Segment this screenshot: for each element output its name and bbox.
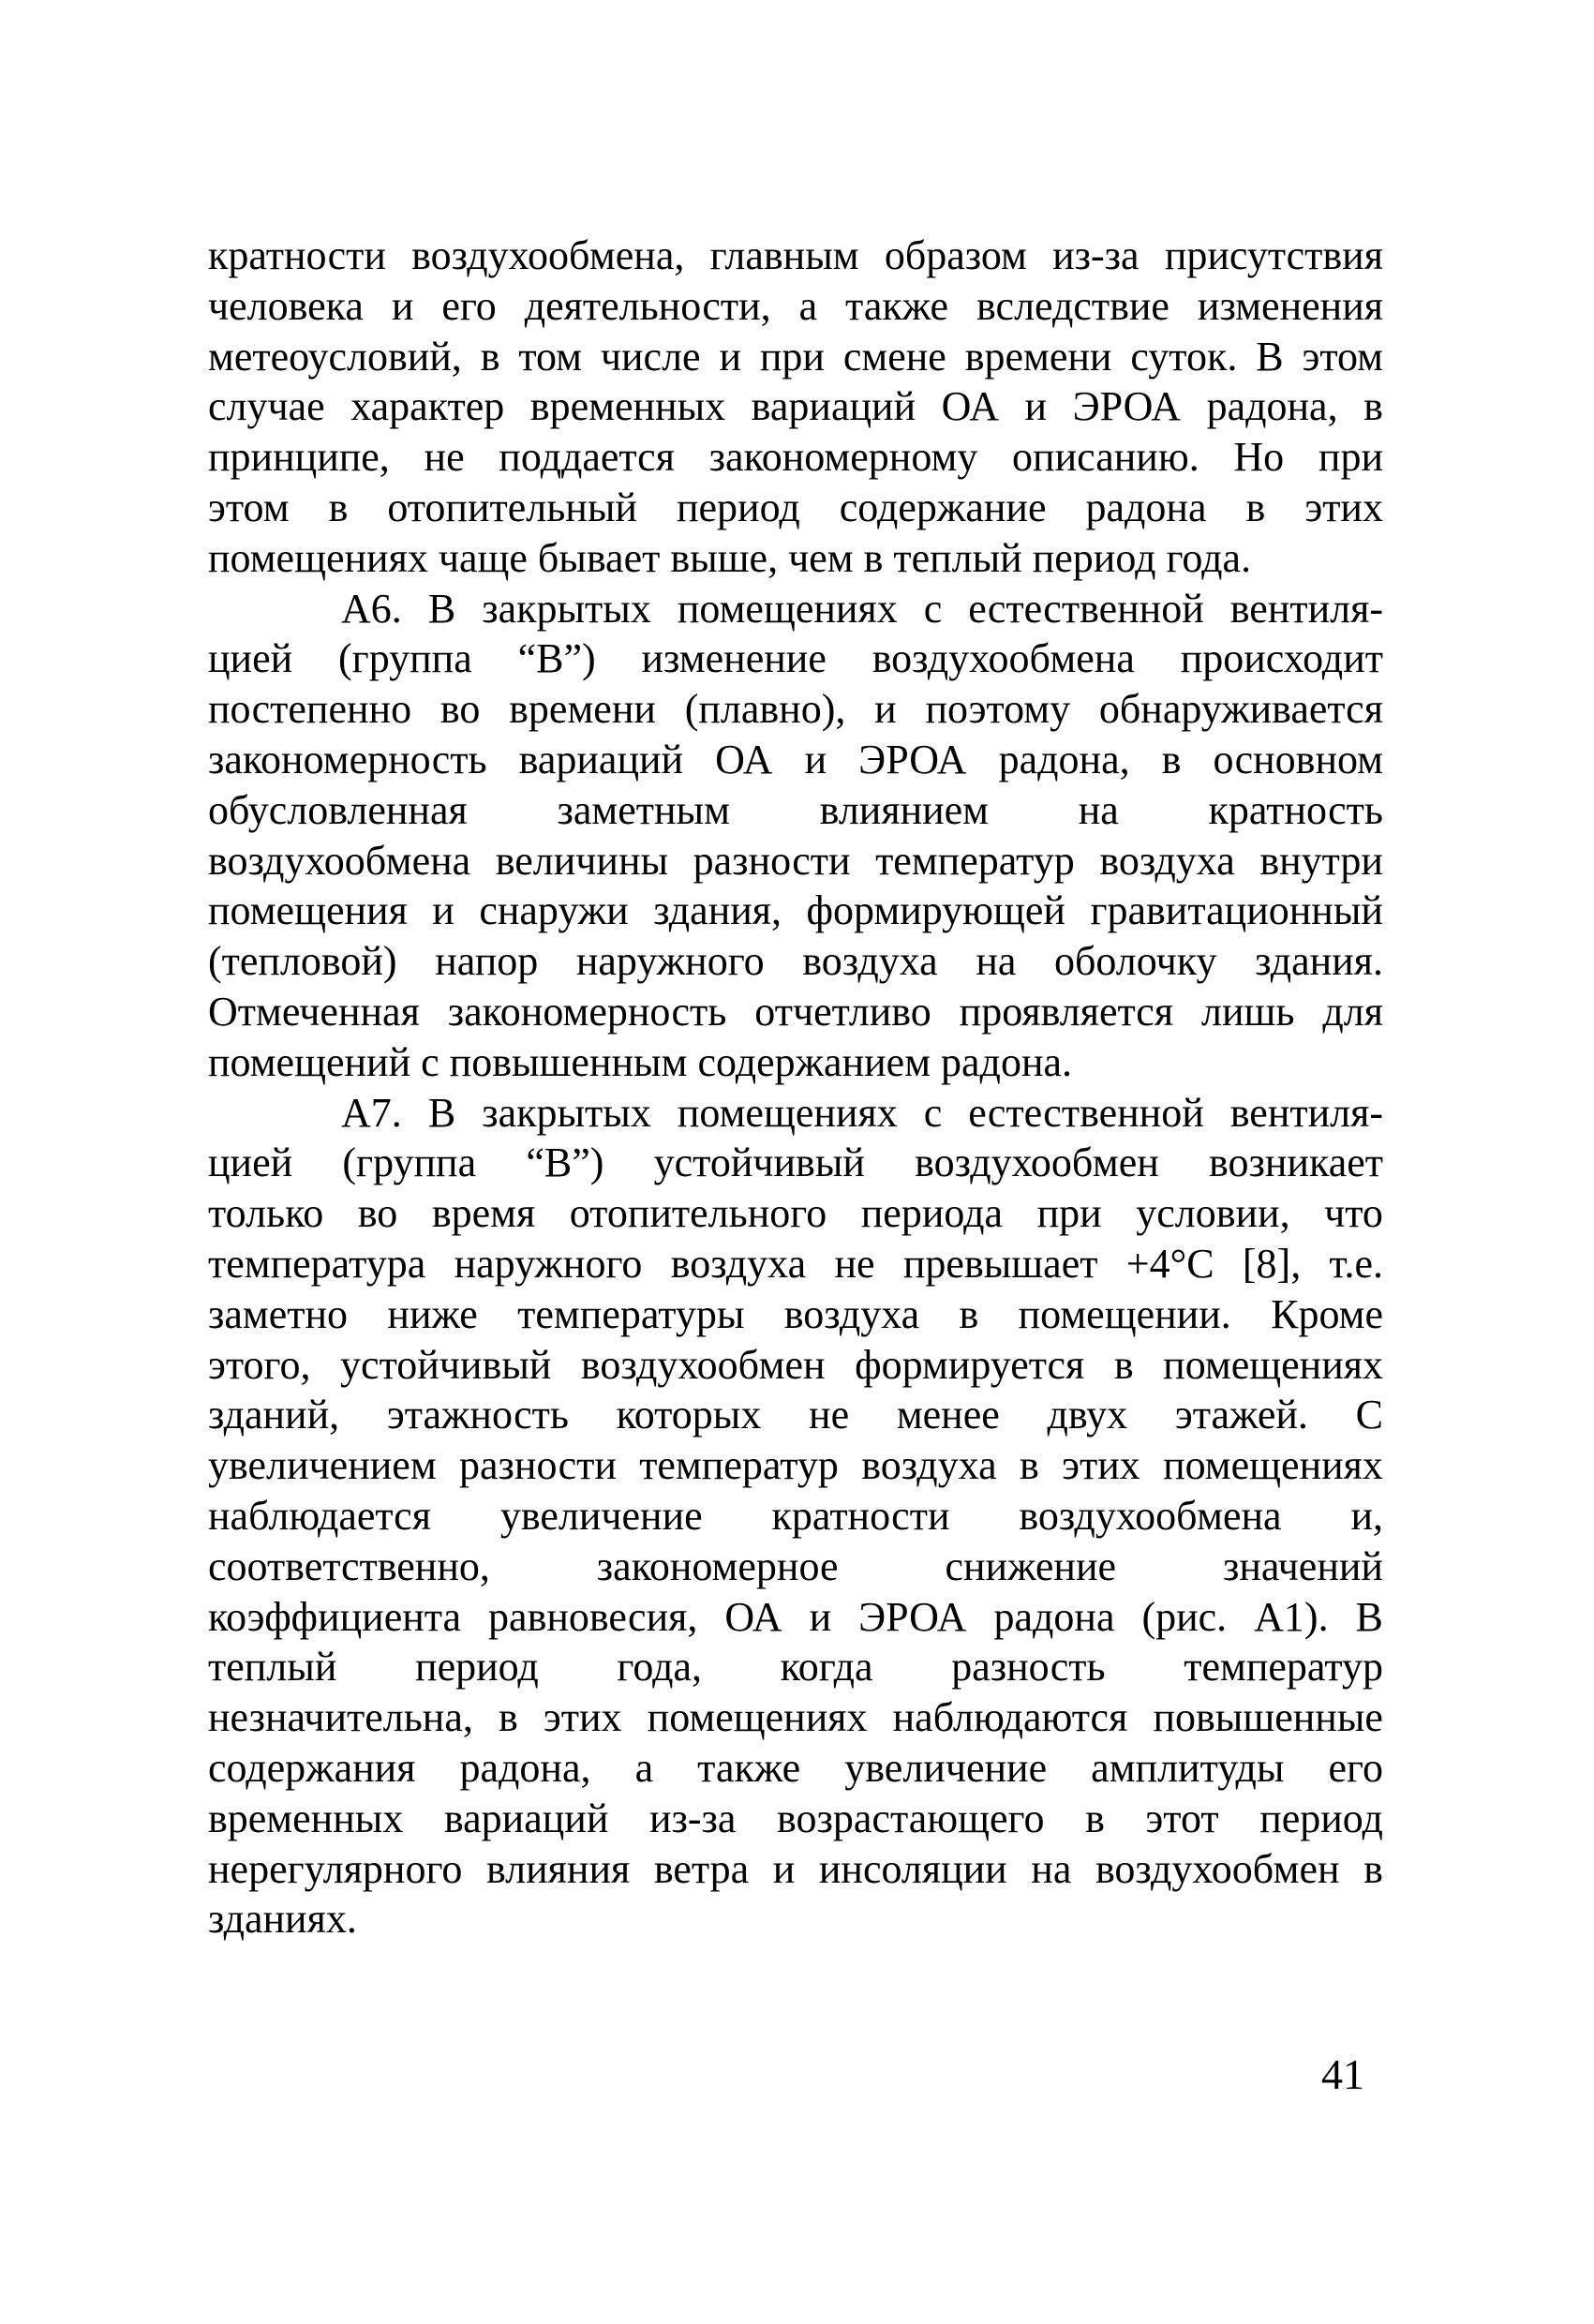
text-word: значений [1222, 1542, 1383, 1589]
text-word: происходит [1180, 635, 1383, 682]
text-line [208, 987, 1383, 1037]
text-word: температур [639, 1442, 839, 1489]
text-line [208, 1340, 1383, 1391]
text-word: устойчивый [340, 1341, 552, 1388]
text-word: напор [435, 938, 539, 985]
text-word: в [1245, 484, 1266, 530]
text-word: В [427, 1089, 456, 1136]
text-word: этого, [208, 1341, 311, 1388]
text-word: помещения [208, 887, 408, 934]
text-word: а [798, 282, 818, 329]
text-line [208, 1138, 1383, 1188]
text-word: времени [509, 686, 656, 733]
text-word: величины [495, 837, 669, 884]
text-word: двух [1047, 1392, 1128, 1438]
text-word: ниже [387, 1290, 478, 1337]
text-word: +4°С [1125, 1240, 1214, 1287]
text-word: (группа [342, 1140, 477, 1186]
text-word: на [976, 938, 1017, 985]
text-word: теплый [208, 1644, 337, 1691]
text-word: также [697, 1744, 801, 1791]
text-word: равновесия, [488, 1593, 698, 1640]
text-word: в [1019, 1442, 1039, 1489]
text-word: увеличением [208, 1442, 437, 1489]
text-word: этих [1062, 1442, 1140, 1489]
text-word: и [432, 887, 454, 934]
text-word: суток. [1130, 333, 1238, 380]
text-word: формируется [855, 1341, 1085, 1388]
text-word: изменения [1197, 282, 1383, 329]
text-word: время [431, 1190, 536, 1237]
text-word: заметно [208, 1290, 349, 1337]
text-word: закономерность [208, 736, 487, 782]
text-line [208, 836, 1383, 886]
text-word: вариаций [751, 383, 916, 430]
text-word: этажность [386, 1392, 569, 1438]
text-word: условии, [1136, 1190, 1290, 1237]
text-word: помещениях [677, 1089, 898, 1136]
text-word: когда [780, 1644, 873, 1691]
text-word: период [415, 1644, 539, 1691]
text-word: также [845, 282, 949, 329]
text-word: разность [951, 1644, 1106, 1691]
text-word: и [874, 686, 897, 733]
text-word: в [1113, 1341, 1134, 1388]
text-word: наблюдаются [892, 1694, 1128, 1741]
text-word: закономерному [708, 434, 978, 481]
text-word: радона [1085, 484, 1207, 530]
text-word: в [1161, 736, 1182, 782]
text-word: воздухообмена, [411, 232, 685, 278]
text-word: этажей. [1174, 1392, 1308, 1438]
text-line [208, 231, 1383, 281]
text-word: кратности [771, 1492, 950, 1539]
text-line [208, 1794, 1383, 1844]
text-word: “В”) [517, 635, 596, 682]
text-word: из-за [648, 1795, 737, 1841]
text-word: времени [964, 333, 1112, 380]
text-word: менее [896, 1392, 1000, 1438]
text-word: содержания [208, 1744, 416, 1791]
text-word: не [424, 434, 465, 481]
text-line [208, 432, 1383, 483]
text-word: в [480, 333, 500, 380]
text-line [208, 1289, 1383, 1340]
text-line: помещениях чаще бывает выше, чем в теплый период года. [208, 534, 1252, 581]
text-word: в [1085, 1795, 1105, 1841]
text-word: этих [543, 1694, 622, 1741]
text-word: т.е. [1329, 1240, 1383, 1287]
text-word: и [719, 333, 741, 380]
text-line [208, 381, 1383, 432]
text-word: зданий, [208, 1392, 340, 1438]
text-word: в [959, 1290, 979, 1337]
text-line [208, 1440, 1383, 1491]
text-word: из-за [1052, 232, 1140, 278]
text-word: инсоляции [818, 1845, 1007, 1892]
text-word: этот [1145, 1795, 1219, 1841]
text-word: радона, [998, 736, 1130, 782]
text-word: естественной [968, 1089, 1204, 1136]
text-line: зданиях. [208, 1896, 357, 1943]
text-word: (группа [338, 635, 472, 682]
text-word: помещениях [1163, 1341, 1383, 1388]
text-word: при [759, 333, 825, 380]
text-line [208, 1390, 1383, 1440]
page-number: 41 [1321, 2050, 1364, 2098]
text-word: этом [208, 484, 290, 530]
text-word: снижение [945, 1542, 1117, 1589]
text-word: воздуха [1099, 837, 1235, 884]
text-word: его [441, 282, 497, 329]
text-word: ОА [715, 736, 773, 782]
text-word: здания, [653, 887, 782, 934]
text-word: воздухообмена [871, 635, 1135, 682]
text-line [208, 483, 1383, 533]
text-word: при [1318, 434, 1383, 481]
text-word: этих [1304, 484, 1383, 530]
text-word: содержание [839, 484, 1047, 530]
text-word: здания. [1255, 938, 1383, 985]
text-word: этом [1302, 333, 1383, 380]
text-word: помещениях [647, 1694, 868, 1741]
text-word: вариаций [518, 736, 684, 782]
text-word: наблюдается [208, 1492, 431, 1539]
text-word: возникает [1209, 1140, 1383, 1186]
text-word: нерегулярного [208, 1845, 463, 1892]
text-word: радона, [459, 1744, 591, 1791]
text-word: что [1324, 1190, 1383, 1237]
text-word: не [809, 1392, 850, 1438]
text-word: В [427, 585, 456, 632]
text-word: температур [875, 837, 1075, 884]
text-word: период [676, 484, 800, 530]
text-word: радона [993, 1593, 1115, 1640]
text-word: не [834, 1240, 875, 1287]
text-word: и, [1350, 1492, 1383, 1539]
text-word: поддается [499, 434, 675, 481]
text-word: увеличение [499, 1492, 703, 1539]
text-word: оболочку [1054, 938, 1217, 985]
text-word: кратности [208, 232, 386, 278]
text-word: для [1322, 988, 1383, 1035]
text-word: воздухообмена [208, 837, 471, 884]
text-word: основном [1213, 736, 1383, 782]
text-word: закономерное [596, 1542, 839, 1589]
text-line [208, 936, 1383, 987]
text-word: изменение [641, 635, 827, 682]
text-word: на [1078, 786, 1119, 833]
text-word: вентиля- [1229, 1089, 1383, 1136]
text-word: метеоусловий, [208, 333, 462, 380]
text-word: температур [1184, 1644, 1383, 1691]
text-word: его [1328, 1744, 1383, 1791]
text-word: увеличение [844, 1744, 1048, 1791]
text-word: которых [616, 1392, 762, 1438]
text-word: числе [600, 333, 701, 380]
text-word: цией [208, 635, 293, 682]
text-word: вариаций [443, 1795, 609, 1841]
text-word: вследствие [976, 282, 1169, 329]
text-word: (рис. [1141, 1593, 1228, 1640]
text-word: человека [208, 282, 364, 329]
text-word: обусловленная [208, 786, 468, 833]
body-text [208, 231, 1383, 1944]
text-word: года, [617, 1644, 703, 1691]
text-word: помещениях [1163, 1442, 1383, 1489]
text-word: отопительного [569, 1190, 827, 1237]
text-line [208, 735, 1383, 785]
text-word: случае [208, 383, 325, 430]
text-word: закрытых [482, 585, 651, 632]
text-word: главным [709, 232, 859, 278]
text-word: разности [459, 1442, 617, 1489]
text-line [208, 1692, 1383, 1743]
text-word: температуры [517, 1290, 745, 1337]
text-word: присутствия [1164, 232, 1383, 278]
text-word: в [328, 484, 349, 530]
text-word: снаружи [479, 887, 629, 934]
text-word: повышенные [1153, 1694, 1383, 1741]
text-word: [8], [1242, 1240, 1302, 1287]
text-line [208, 1642, 1383, 1692]
text-word: во [439, 686, 481, 733]
text-word: ОА [724, 1593, 782, 1640]
text-word: превышает [902, 1240, 1098, 1287]
text-word: воздуха [670, 1240, 807, 1287]
text-line [208, 1188, 1383, 1239]
text-word: возрастающего [777, 1795, 1045, 1841]
text-word: незначительна, [208, 1694, 473, 1741]
text-word: постепенно [208, 686, 412, 733]
text-word: обнаруживается [1098, 686, 1383, 733]
text-line [208, 584, 1383, 634]
text-word: в [498, 1694, 518, 1741]
text-word: временных [529, 383, 726, 430]
text-word: устойчивый [653, 1140, 865, 1186]
text-word: “В”) [526, 1140, 604, 1186]
text-word: наружного [454, 1240, 643, 1287]
text-line [208, 633, 1383, 684]
text-word: влияния [485, 1845, 631, 1892]
text-word: поэтому [925, 686, 1071, 733]
text-word: и [1024, 383, 1048, 430]
text-word: ОА [941, 383, 1000, 430]
text-line [208, 684, 1383, 735]
text-line [208, 1743, 1383, 1794]
text-word: в [1363, 383, 1383, 430]
text-word: характер [350, 383, 505, 430]
text-line [208, 1542, 1383, 1592]
text-word: и [772, 1845, 796, 1892]
text-word: внутри [1259, 837, 1383, 884]
text-line [208, 1491, 1383, 1542]
text-word: кратность [1208, 786, 1383, 833]
text-line [208, 1592, 1383, 1643]
text-word: воздуха [802, 938, 938, 985]
text-word: помещениях [677, 585, 898, 632]
text-word: естественной [968, 585, 1204, 632]
text-word: в [1363, 1845, 1383, 1892]
text-word: воздухообмена [1019, 1492, 1282, 1539]
text-word: гравитационный [1090, 887, 1383, 934]
text-word: радона, [1206, 383, 1338, 430]
text-word: лишь [1201, 988, 1295, 1035]
text-line: помещений с повышенным содержанием радона. [208, 1038, 1073, 1085]
text-word: проявляется [959, 988, 1174, 1035]
text-word: смене [842, 333, 946, 380]
text-word: наружного [575, 938, 765, 985]
text-word: описанию. [1012, 434, 1199, 481]
text-word: ЭРОА [1072, 383, 1182, 430]
text-line [208, 332, 1383, 382]
text-word: при [1036, 1190, 1102, 1237]
text-word: А7. [341, 1089, 402, 1136]
text-word: формирующей [806, 887, 1065, 934]
text-word: закономерность [447, 988, 727, 1035]
text-word: период [1259, 1795, 1383, 1841]
text-word: образом [884, 232, 1027, 278]
text-word: В [1355, 1593, 1383, 1640]
text-word: отопительный [387, 484, 637, 530]
text-word: влиянием [819, 786, 990, 833]
text-word: временных [208, 1795, 404, 1841]
text-word: разности [693, 837, 851, 884]
text-word: воздухообмен [915, 1140, 1159, 1186]
text-line [208, 281, 1383, 332]
text-word: коэффициента [208, 1593, 462, 1640]
text-word: воздухообмен [580, 1341, 826, 1388]
text-word: Но [1233, 434, 1285, 481]
text-line [208, 1239, 1383, 1289]
text-word: ветра [653, 1845, 750, 1892]
text-line [208, 886, 1383, 936]
text-word: и [804, 736, 827, 782]
text-word: воздухообмен [1095, 1845, 1340, 1892]
text-word: (плавно), [684, 686, 846, 733]
text-word: вентиля- [1229, 585, 1383, 632]
text-word: закрытых [482, 1089, 651, 1136]
text-word: только [208, 1190, 324, 1237]
text-word: ЭРОА [858, 1593, 967, 1640]
text-word: помещении. [1018, 1290, 1231, 1337]
text-word: с [923, 585, 943, 632]
text-word: ЭРОА [858, 736, 967, 782]
text-word: соответственно, [208, 1542, 490, 1589]
text-word: А1). [1254, 1593, 1329, 1640]
text-line [208, 1844, 1383, 1895]
text-word: амплитуды [1091, 1744, 1285, 1791]
text-word: заметным [557, 786, 730, 833]
text-word: (тепловой) [208, 938, 397, 985]
text-word: отчетливо [754, 988, 931, 1035]
text-word: температура [208, 1240, 426, 1287]
text-word: принципе, [208, 434, 390, 481]
text-word: Отмеченная [208, 988, 420, 1035]
text-line [208, 1088, 1383, 1139]
text-word: с [923, 1089, 943, 1136]
text-word: периода [860, 1190, 1004, 1237]
text-word: и [809, 1593, 832, 1640]
text-word: во [357, 1190, 398, 1237]
text-word: воздуха [783, 1290, 920, 1337]
text-word: а [634, 1744, 654, 1791]
text-word: на [1031, 1845, 1072, 1892]
text-word: Кроме [1271, 1290, 1383, 1337]
text-word: деятельности, [524, 282, 771, 329]
text-word: А6. [341, 585, 402, 632]
text-word: цией [208, 1140, 293, 1186]
text-word: том [518, 333, 582, 380]
text-word: и [391, 282, 414, 329]
text-word: С [1355, 1392, 1383, 1438]
text-line [208, 785, 1383, 836]
text-word: В [1256, 333, 1284, 380]
text-word: воздуха [861, 1442, 997, 1489]
